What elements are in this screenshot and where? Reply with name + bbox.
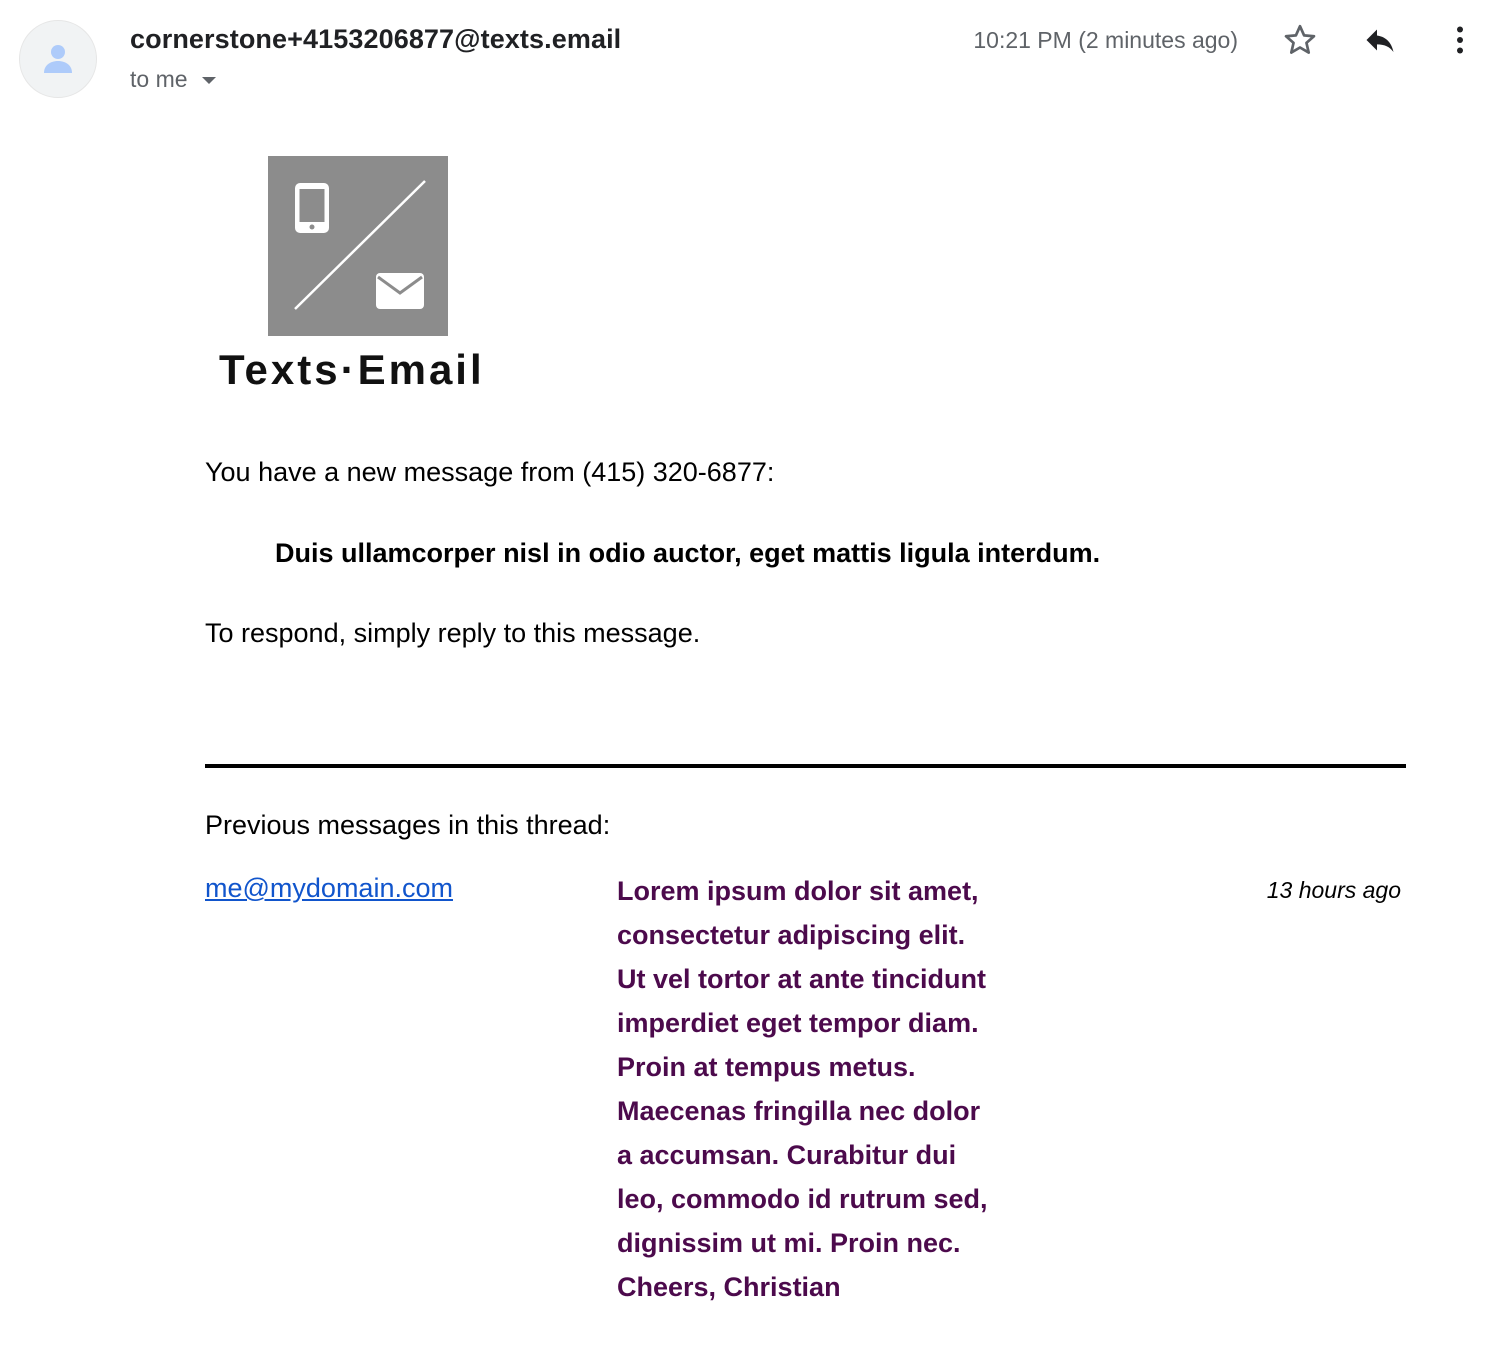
more-options-button[interactable] <box>1440 20 1480 60</box>
message-timestamp: 10:21 PM (2 minutes ago) <box>973 27 1238 53</box>
thread-heading: Previous messages in this thread: <box>205 810 611 840</box>
chevron-down-icon <box>202 77 216 84</box>
quoted-message: Duis ullamcorper nisl in odio auctor, eget mattis ligula interdum. <box>275 538 1101 568</box>
thread-message-text: Lorem ipsum dolor sit amet, consectetur adipiscing elit. Ut vel tortor at ante tincidunt imperdiet eget tempor diam. Proin at tempus metus. Maecenas fringilla nec dolor a accumsan. Curabitur dui leo, commodo id rutrum sed, dignissim ut mi. Proin nec. Cheers, Christian <box>617 876 988 1302</box>
star-icon <box>1282 22 1318 58</box>
sender-avatar[interactable] <box>19 20 97 98</box>
thread-message-time: 13 hours ago <box>1266 877 1401 903</box>
person-icon <box>38 39 78 79</box>
phone-icon <box>295 183 329 233</box>
logo-wordmark: Texts·Email <box>219 346 485 393</box>
reply-button[interactable] <box>1360 20 1400 60</box>
logo-graphic <box>268 156 448 336</box>
reply-icon <box>1362 22 1398 58</box>
respond-instructions: To respond, simply reply to this message. <box>205 618 701 648</box>
sender-address[interactable]: cornerstone+4153206877@texts.email <box>130 24 622 54</box>
star-button[interactable] <box>1280 20 1320 60</box>
divider <box>205 764 1406 768</box>
recipient-label: to me <box>130 66 188 92</box>
thread-sender-link[interactable]: me@mydomain.com <box>205 873 453 903</box>
texts-email-logo <box>268 156 448 336</box>
recipient-details-toggle[interactable] <box>130 66 216 93</box>
message-intro: You have a new message from (415) 320-6877: <box>205 457 775 487</box>
envelope-icon <box>376 273 424 309</box>
more-vert-icon <box>1442 22 1478 58</box>
